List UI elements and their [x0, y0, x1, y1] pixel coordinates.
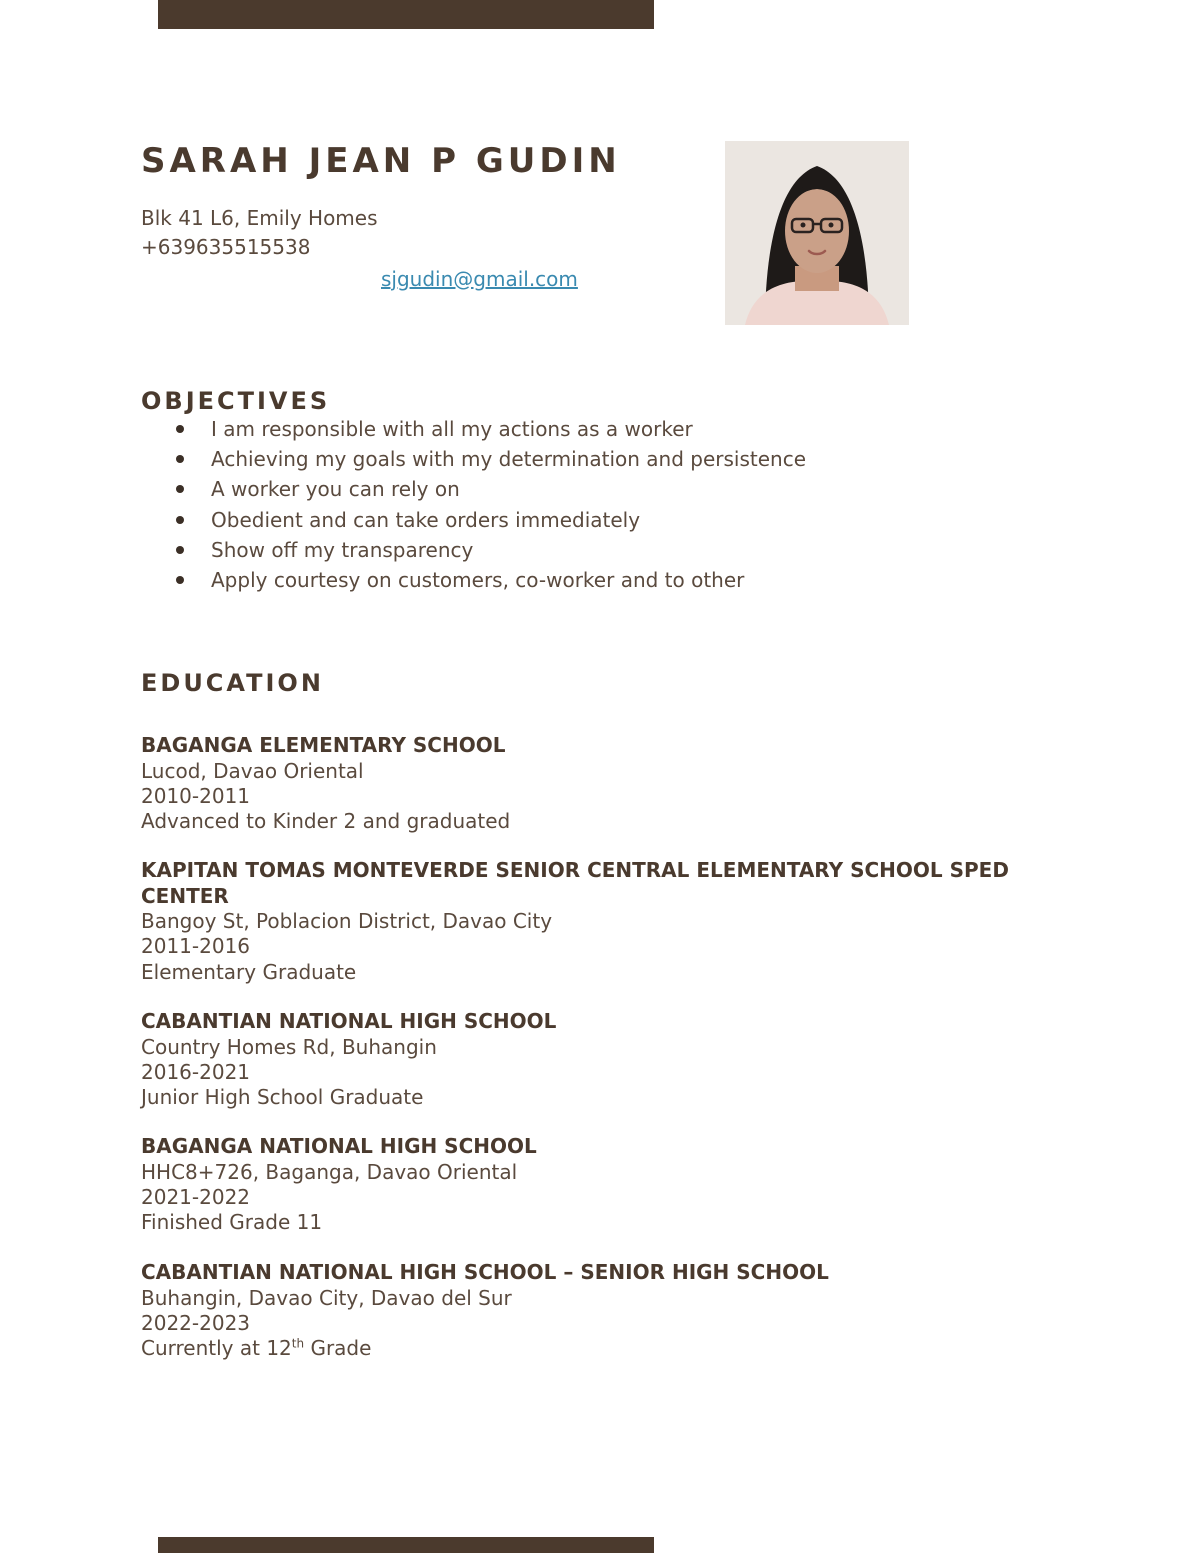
- school-note-superscript: th: [291, 1336, 305, 1351]
- bullet-icon: [176, 546, 184, 554]
- school-location: Bangoy St, Poblacion District, Davao City: [141, 909, 553, 933]
- list-item: [141, 414, 806, 444]
- applicant-name: SARAH JEAN P GUDIN: [141, 141, 621, 181]
- address: Blk 41 L6, Emily Homes: [141, 206, 378, 230]
- bullet-icon: [176, 455, 184, 463]
- education-entry: [141, 858, 1041, 985]
- school-note: Elementary Graduate: [141, 959, 357, 984]
- bullet-icon: [176, 516, 184, 524]
- school-note-prefix: Currently at 12: [141, 1336, 292, 1361]
- phone-number: +639635515538: [141, 235, 311, 259]
- school-name: BAGANGA ELEMENTARY SCHOOL: [141, 733, 506, 757]
- school-name: KAPITAN TOMAS MONTEVERDE SENIOR CENTRAL ELEMENTARY SCHOOL SPED CENTER: [141, 858, 1009, 908]
- school-name: BAGANGA NATIONAL HIGH SCHOOL: [141, 1134, 537, 1158]
- bullet-icon: [176, 576, 184, 584]
- bullet-icon: [176, 425, 184, 433]
- profile-photo: [725, 141, 909, 325]
- objective-text: I am responsible with all my actions as a worker: [211, 417, 693, 441]
- email-link[interactable]: sjgudin@gmail.com: [381, 267, 578, 291]
- list-item: [141, 565, 806, 595]
- school-location: Country Homes Rd, Buhangin: [141, 1034, 437, 1059]
- education-entry: [141, 1009, 1041, 1110]
- school-note: [141, 1336, 1041, 1361]
- objective-text: Obedient and can take orders immediately: [211, 507, 641, 532]
- objectives-list: [141, 414, 806, 595]
- school-location: HHC8+726, Baganga, Davao Oriental: [141, 1159, 518, 1184]
- objective-text: A worker you can rely on: [211, 477, 460, 502]
- school-note: Junior High School Graduate: [141, 1085, 424, 1110]
- objective-text: Show off my transparency: [211, 537, 474, 562]
- education-entry: [141, 1260, 1041, 1361]
- objective-text: Achieving my goals with my determination and persistence: [211, 447, 807, 472]
- school-location: Lucod, Davao Oriental: [141, 758, 364, 783]
- school-years: 2021-2022: [141, 1184, 251, 1209]
- school-years: 2016-2021: [141, 1059, 251, 1084]
- list-item: [141, 505, 806, 535]
- school-note: Advanced to Kinder 2 and graduated: [141, 809, 511, 834]
- list-item: [141, 474, 806, 504]
- school-years: 2011-2016: [141, 934, 251, 959]
- school-location: Buhangin, Davao City, Davao del Sur: [141, 1285, 512, 1310]
- school-note-suffix: Grade: [304, 1336, 372, 1361]
- school-name: CABANTIAN NATIONAL HIGH SCHOOL – SENIOR HIGH SCHOOL: [141, 1260, 829, 1284]
- school-note: Finished Grade 11: [141, 1210, 323, 1235]
- school-name: CABANTIAN NATIONAL HIGH SCHOOL: [141, 1009, 557, 1033]
- bottom-decorative-bar: [158, 1537, 654, 1553]
- objective-text: Apply courtesy on customers, co-worker and to other: [211, 568, 745, 593]
- bullet-icon: [176, 485, 184, 493]
- education-heading: EDUCATION: [141, 669, 324, 697]
- objectives-heading: OBJECTIVES: [141, 387, 331, 415]
- education-entry: [141, 1134, 1041, 1235]
- list-item: [141, 535, 806, 565]
- top-decorative-bar: [158, 0, 654, 29]
- school-years: 2022-2023: [141, 1310, 251, 1335]
- list-item: [141, 444, 806, 474]
- school-years: 2010-2011: [141, 783, 251, 808]
- education-entry: [141, 733, 1041, 834]
- portrait-image: [725, 141, 909, 325]
